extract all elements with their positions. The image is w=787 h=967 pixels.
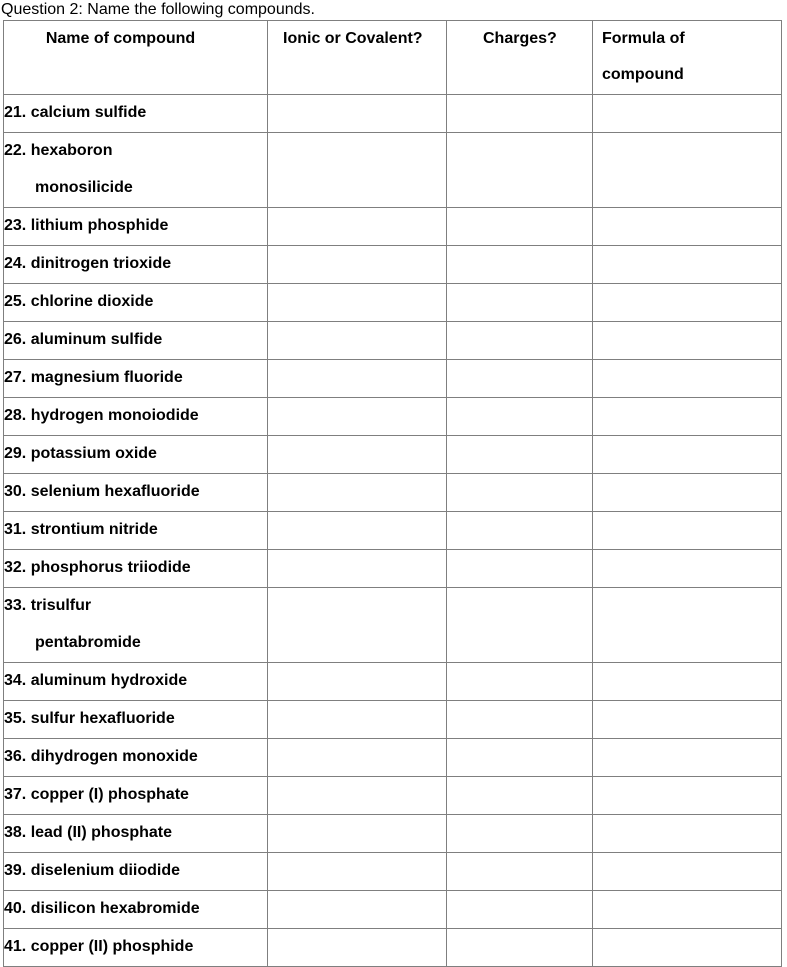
table-row [4, 436, 782, 474]
compound-name-text: 31. strontium nitride [4, 521, 158, 538]
charges-answer-cell[interactable] [447, 512, 593, 550]
compound-name-text: 38. lead (II) phosphate [4, 824, 173, 841]
compound-name-text: pentabromide [35, 634, 141, 651]
ionic-or-covalent-answer-cell[interactable] [268, 398, 447, 436]
header-ionic-or-covalent: Ionic or Covalent? [268, 21, 447, 95]
compound-name-text: 41. copper (II) phosphide [4, 938, 194, 955]
compound-name-text: 29. potassium oxide [4, 445, 157, 462]
formula-answer-cell[interactable] [593, 360, 782, 398]
compound-name-cell [4, 246, 268, 284]
ionic-or-covalent-answer-cell[interactable] [268, 701, 447, 739]
charges-answer-cell[interactable] [447, 663, 593, 701]
formula-answer-cell[interactable] [593, 436, 782, 474]
compound-name-cell [4, 436, 268, 474]
charges-answer-cell[interactable] [447, 739, 593, 777]
ionic-or-covalent-answer-cell[interactable] [268, 133, 447, 208]
table-row [4, 208, 782, 246]
formula-answer-cell[interactable] [593, 95, 782, 133]
ionic-or-covalent-answer-cell[interactable] [268, 474, 447, 512]
charges-answer-cell[interactable] [447, 95, 593, 133]
compound-name-cell [4, 815, 268, 853]
formula-answer-cell[interactable] [593, 246, 782, 284]
compound-name-text: 24. dinitrogen trioxide [4, 255, 172, 272]
compound-name-text: 22. hexaboron [4, 142, 113, 159]
compound-name-text: 23. lithium phosphide [4, 217, 169, 234]
compound-name-text: 30. selenium hexafluoride [4, 483, 200, 500]
ionic-or-covalent-answer-cell[interactable] [268, 208, 447, 246]
compound-name-cell [4, 398, 268, 436]
compound-name-cell [4, 133, 268, 208]
ionic-or-covalent-answer-cell[interactable] [268, 739, 447, 777]
charges-answer-cell[interactable] [447, 777, 593, 815]
ionic-or-covalent-answer-cell[interactable] [268, 322, 447, 360]
ionic-or-covalent-answer-cell[interactable] [268, 853, 447, 891]
charges-answer-cell[interactable] [447, 133, 593, 208]
header-row [4, 21, 782, 95]
charges-answer-cell[interactable] [447, 208, 593, 246]
ionic-or-covalent-answer-cell[interactable] [268, 284, 447, 322]
compound-name-cell [4, 588, 268, 663]
table-row [4, 398, 782, 436]
compound-name-cell [4, 322, 268, 360]
compound-name-cell [4, 663, 268, 701]
table-row [4, 891, 782, 929]
compound-name-cell [4, 777, 268, 815]
formula-answer-cell[interactable] [593, 777, 782, 815]
table-row [4, 701, 782, 739]
formula-answer-cell[interactable] [593, 550, 782, 588]
ionic-or-covalent-answer-cell[interactable] [268, 436, 447, 474]
table-row [4, 777, 782, 815]
compound-name-text: 39. diselenium diiodide [4, 862, 181, 879]
table-row [4, 474, 782, 512]
ionic-or-covalent-answer-cell[interactable] [268, 246, 447, 284]
compound-name-cell [4, 701, 268, 739]
formula-answer-cell[interactable] [593, 663, 782, 701]
formula-answer-cell[interactable] [593, 815, 782, 853]
compound-name-text: 35. sulfur hexafluoride [4, 710, 175, 727]
charges-answer-cell[interactable] [447, 246, 593, 284]
table-row [4, 284, 782, 322]
formula-answer-cell[interactable] [593, 322, 782, 360]
compound-name-cell [4, 550, 268, 588]
ionic-or-covalent-answer-cell[interactable] [268, 891, 447, 929]
charges-answer-cell[interactable] [447, 436, 593, 474]
ionic-or-covalent-answer-cell[interactable] [268, 588, 447, 663]
formula-answer-cell[interactable] [593, 284, 782, 322]
formula-answer-cell[interactable] [593, 208, 782, 246]
compound-name-text: 21. calcium sulfide [4, 104, 147, 121]
ionic-or-covalent-answer-cell[interactable] [268, 360, 447, 398]
table-row [4, 360, 782, 398]
compound-name-cell [4, 208, 268, 246]
charges-answer-cell[interactable] [447, 891, 593, 929]
charges-answer-cell[interactable] [447, 284, 593, 322]
table-row [4, 663, 782, 701]
charges-answer-cell[interactable] [447, 815, 593, 853]
compound-name-text: 25. chlorine dioxide [4, 293, 154, 310]
compound-name-cell [4, 891, 268, 929]
ionic-or-covalent-answer-cell[interactable] [268, 777, 447, 815]
header-formula-of-compound: Formula of compound [593, 21, 782, 95]
charges-answer-cell[interactable] [447, 550, 593, 588]
compound-name-text: monosilicide [35, 179, 133, 196]
table-row [4, 512, 782, 550]
table-row [4, 95, 782, 133]
formula-answer-cell[interactable] [593, 891, 782, 929]
charges-answer-cell[interactable] [447, 588, 593, 663]
compound-name-cell [4, 739, 268, 777]
charges-answer-cell[interactable] [447, 398, 593, 436]
compound-name-cell [4, 512, 268, 550]
ionic-or-covalent-answer-cell[interactable] [268, 815, 447, 853]
compound-name-cell [4, 360, 268, 398]
ionic-or-covalent-answer-cell[interactable] [268, 512, 447, 550]
table-body [4, 95, 782, 967]
compound-name-cell [4, 853, 268, 891]
table-row [4, 815, 782, 853]
charges-answer-cell[interactable] [447, 474, 593, 512]
table-row [4, 322, 782, 360]
charges-answer-cell[interactable] [447, 360, 593, 398]
formula-answer-cell[interactable] [593, 701, 782, 739]
header-charges: Charges? [447, 21, 593, 95]
compound-name-text: 28. hydrogen monoiodide [4, 407, 199, 424]
compound-name-text: 40. disilicon hexabromide [4, 900, 200, 917]
formula-answer-cell[interactable] [593, 853, 782, 891]
formula-answer-cell[interactable] [593, 474, 782, 512]
formula-answer-cell[interactable] [593, 133, 782, 208]
table-row [4, 550, 782, 588]
header-name-of-compound: Name of compound [4, 21, 268, 95]
formula-answer-cell[interactable] [593, 588, 782, 663]
charges-answer-cell[interactable] [447, 322, 593, 360]
compound-name-text: 26. aluminum sulfide [4, 331, 163, 348]
compound-name-text: 33. trisulfur [4, 597, 92, 614]
compound-name-text: 32. phosphorus triiodide [4, 559, 191, 576]
ionic-or-covalent-answer-cell[interactable] [268, 95, 447, 133]
ionic-or-covalent-answer-cell[interactable] [268, 663, 447, 701]
compound-name-cell [4, 284, 268, 322]
compounds-table [3, 20, 782, 967]
compound-name-text: 36. dihydrogen monoxide [4, 748, 198, 765]
compound-name-text: 27. magnesium fluoride [4, 369, 183, 386]
compound-name-cell [4, 474, 268, 512]
formula-answer-cell[interactable] [593, 739, 782, 777]
ionic-or-covalent-answer-cell[interactable] [268, 550, 447, 588]
charges-answer-cell[interactable] [447, 853, 593, 891]
formula-answer-cell[interactable] [593, 398, 782, 436]
charges-answer-cell[interactable] [447, 701, 593, 739]
compound-name-text: 37. copper (I) phosphate [4, 786, 189, 803]
table-row [4, 739, 782, 777]
table-row [4, 588, 782, 663]
table-row [4, 133, 782, 208]
table-row [4, 246, 782, 284]
formula-answer-cell[interactable] [593, 512, 782, 550]
compound-name-cell [4, 95, 268, 133]
table-row [4, 853, 782, 891]
question-title: Question 2: Name the following compounds. [1, 1, 315, 18]
compound-name-text: 34. aluminum hydroxide [4, 672, 188, 689]
